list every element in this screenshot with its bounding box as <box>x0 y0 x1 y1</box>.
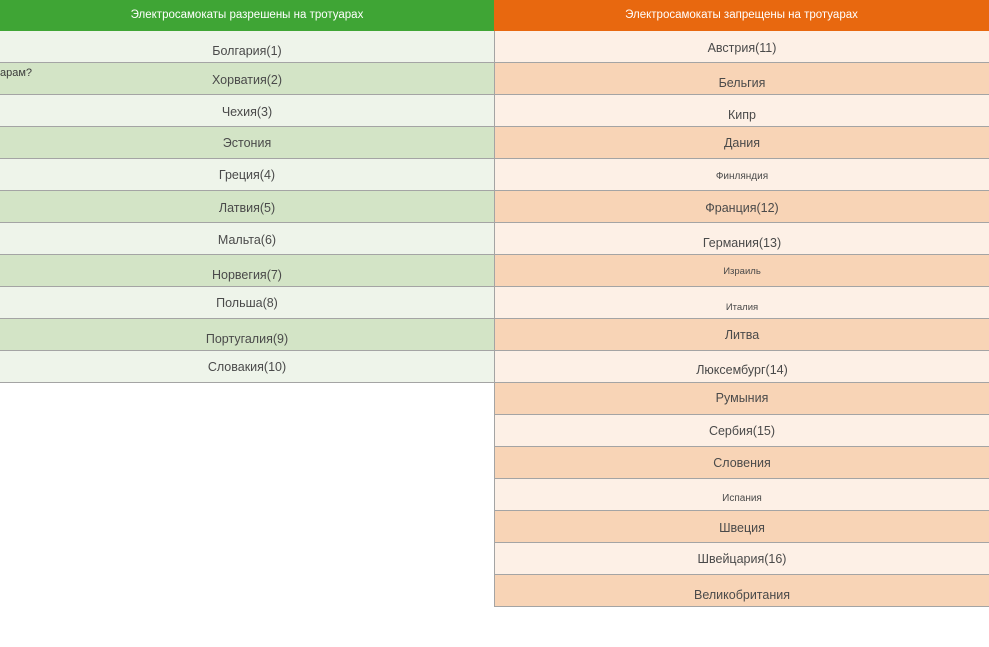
allowed-row <box>0 223 494 255</box>
allowed-row <box>0 191 494 223</box>
country-label: Болгария(1) <box>212 44 282 58</box>
country-label: Норвегия(7) <box>212 268 282 282</box>
country-label: Словения <box>713 456 771 470</box>
country-label: Литва <box>724 328 760 342</box>
banned-row <box>494 383 989 415</box>
country-label: Дания <box>723 136 761 150</box>
country-label: Португалия(9) <box>205 332 289 346</box>
country-label: Мальта(6) <box>217 233 277 247</box>
allowed-row <box>0 63 494 95</box>
banned-row <box>494 159 989 191</box>
country-label: Великобритания <box>694 588 790 602</box>
country-label: Бельгия <box>718 76 766 90</box>
country-label: Польша(8) <box>216 296 278 310</box>
banned-column <box>494 0 989 607</box>
banned-row <box>494 95 989 127</box>
country-label: Швеция <box>719 521 765 535</box>
banned-row <box>494 191 989 223</box>
country-label: Франция(12) <box>705 201 779 215</box>
country-label: Италия <box>725 302 759 313</box>
banned-row <box>494 351 989 383</box>
country-label: Словакия(10) <box>207 360 287 374</box>
country-label: Латвия(5) <box>218 201 276 215</box>
banned-row <box>494 447 989 479</box>
banned-row <box>494 511 989 543</box>
allowed-row <box>0 31 494 63</box>
banned-row <box>494 319 989 351</box>
country-label: Эстония <box>222 136 272 150</box>
allowed-row <box>0 287 494 319</box>
banned-row <box>494 479 989 511</box>
banned-row <box>494 543 989 575</box>
country-label: Люксембург(14) <box>696 363 788 377</box>
banned-row <box>494 575 989 607</box>
banned-row <box>494 223 989 255</box>
banned-row <box>494 63 989 95</box>
banned-header: Электросамокаты запрещены на тротуарах <box>494 0 989 31</box>
banned-row <box>494 287 989 319</box>
country-label: Испания <box>722 493 762 504</box>
country-label: Израиль <box>723 266 761 277</box>
country-label: Финляндия <box>715 171 769 182</box>
country-label: Австрия(11) <box>707 41 777 55</box>
country-label: Хорватия(2) <box>211 73 283 87</box>
country-label: Кипр <box>728 108 756 122</box>
allowed-row <box>0 159 494 191</box>
allowed-row <box>0 127 494 159</box>
country-label: Чехия(3) <box>221 105 273 119</box>
clipped-question-text: арам? <box>0 67 33 79</box>
allowed-row <box>0 351 494 383</box>
allowed-row <box>0 95 494 127</box>
country-label: Швейцария(16) <box>697 552 787 566</box>
allowed-row <box>0 319 494 351</box>
banned-row <box>494 415 989 447</box>
country-label: Греция(4) <box>218 168 276 182</box>
country-label: Сербия(15) <box>708 424 776 438</box>
banned-row <box>494 127 989 159</box>
banned-row <box>494 31 989 63</box>
allowed-header: Электросамокаты разрешены на тротуарах <box>0 0 494 31</box>
country-label: Румыния <box>715 391 769 405</box>
banned-row <box>494 255 989 287</box>
allowed-column <box>0 0 494 383</box>
allowed-row <box>0 255 494 287</box>
country-label: Германия(13) <box>702 236 782 250</box>
